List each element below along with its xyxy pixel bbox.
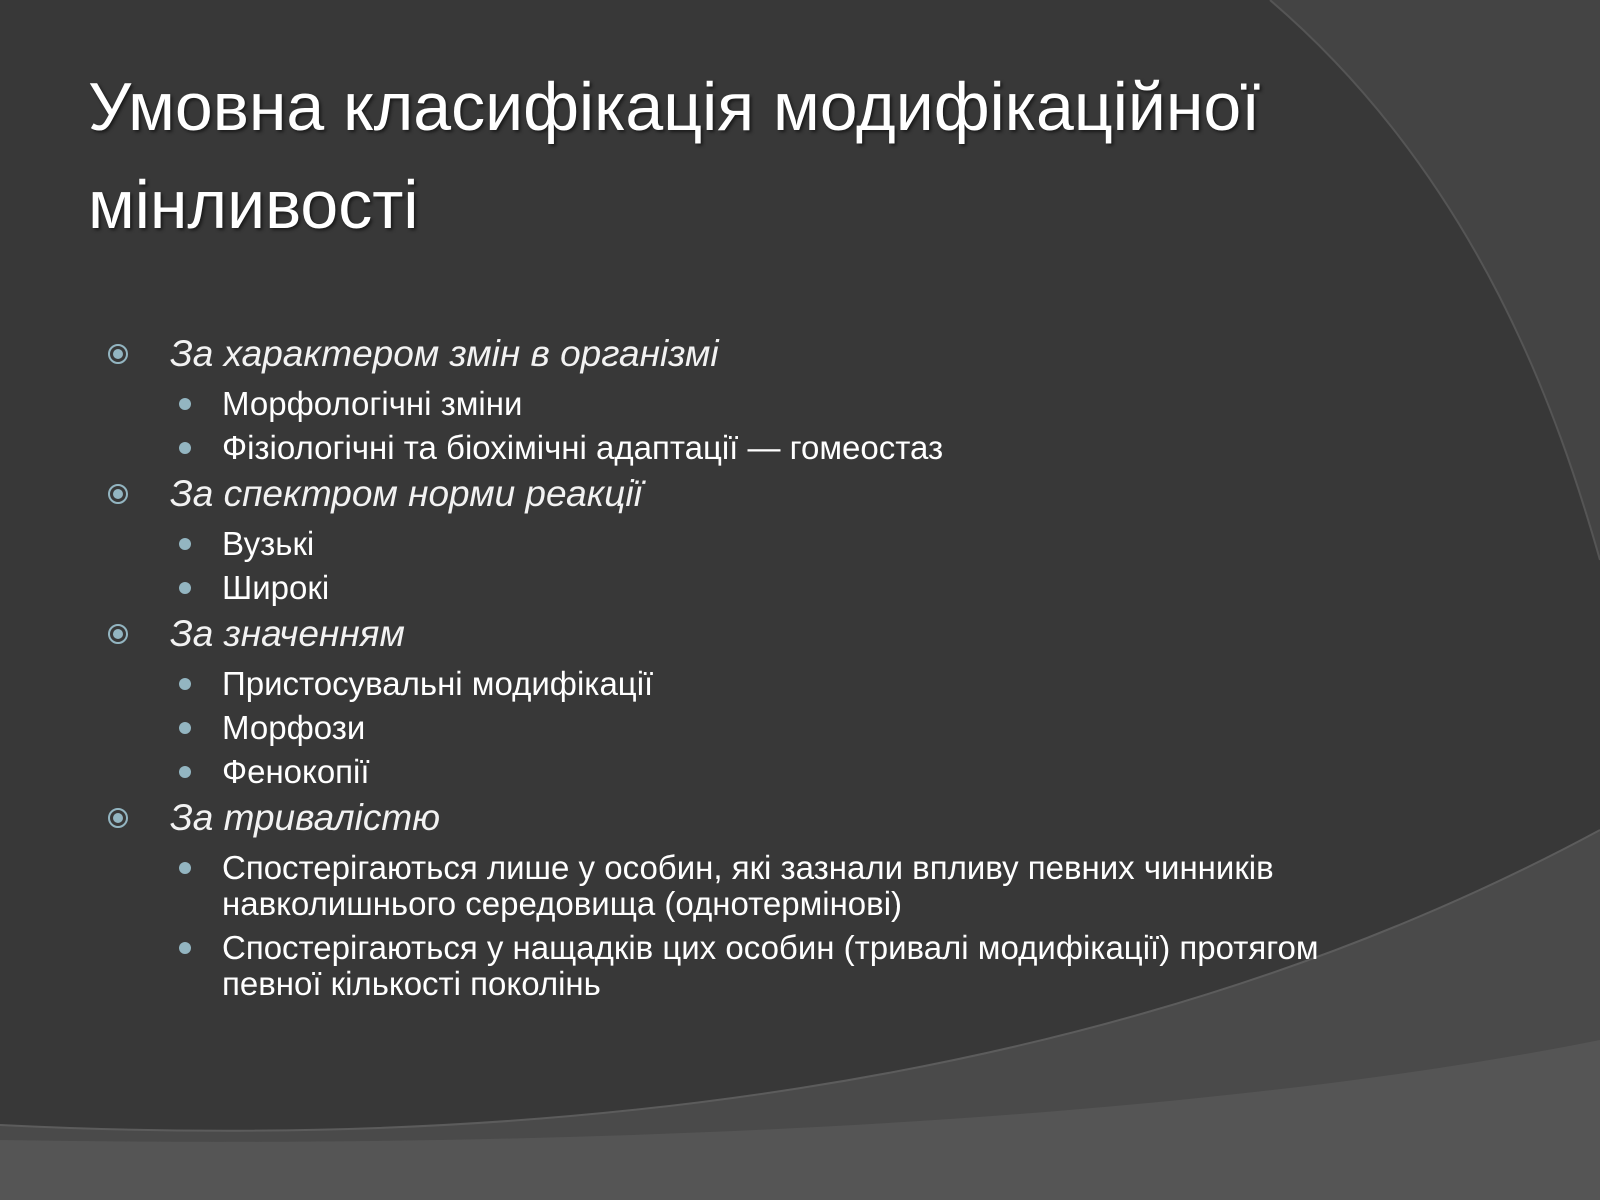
dot-bullet-icon bbox=[179, 722, 191, 734]
group-heading bbox=[0, 330, 1600, 378]
list-item bbox=[0, 526, 1600, 562]
dot-bullet-icon bbox=[179, 538, 191, 550]
circle-bullet-icon bbox=[107, 483, 129, 505]
bullet-group bbox=[0, 794, 1600, 1002]
list-item bbox=[0, 430, 1600, 466]
dot-bullet-icon bbox=[179, 678, 191, 690]
list-item-text: Фізіологічні та біохімічні адаптації — гомеостаз bbox=[222, 429, 944, 466]
list-item-text: Морфологічні зміни bbox=[222, 385, 523, 422]
list-item bbox=[0, 850, 1600, 922]
bullet-list bbox=[0, 330, 1600, 1006]
group-heading-text: За значенням bbox=[170, 613, 405, 654]
slide-title: Умовна класифікація модифікаційної мінливості bbox=[88, 69, 1261, 243]
circle-bullet-icon bbox=[107, 623, 129, 645]
dot-bullet-icon bbox=[179, 862, 191, 874]
dot-bullet-icon bbox=[179, 398, 191, 410]
list-item-text: Морфози bbox=[222, 709, 366, 746]
group-heading bbox=[0, 794, 1600, 842]
dot-bullet-icon bbox=[179, 942, 191, 954]
bullet-group bbox=[0, 470, 1600, 606]
circle-bullet-icon bbox=[107, 807, 129, 829]
group-heading-text: За спектром норми реакції bbox=[170, 473, 642, 514]
list-item bbox=[0, 570, 1600, 606]
list-item-text: Фенокопії bbox=[222, 753, 370, 790]
dot-bullet-icon bbox=[179, 442, 191, 454]
list-item bbox=[0, 386, 1600, 422]
list-item bbox=[0, 930, 1600, 1002]
bullet-group bbox=[0, 330, 1600, 466]
dot-bullet-icon bbox=[179, 766, 191, 778]
dot-bullet-icon bbox=[179, 582, 191, 594]
list-item-text: Спостерігаються у нащадків цих особин (тривалі модифікації) протягом певної кількості поколінь bbox=[222, 929, 1319, 1002]
list-item bbox=[0, 710, 1600, 746]
group-heading bbox=[0, 610, 1600, 658]
list-item-text: Вузькі bbox=[222, 525, 315, 562]
list-item bbox=[0, 666, 1600, 702]
list-item-text: Спостерігаються лише у особин, які зазнали впливу певних чинників навколишнього середовища (однотермінові) bbox=[222, 849, 1274, 922]
group-heading-text: За тривалістю bbox=[170, 797, 441, 838]
list-item-text: Широкі bbox=[222, 569, 330, 606]
list-item-text: Пристосувальні модифікації bbox=[222, 665, 654, 702]
group-heading-text: За характером змін в організмі bbox=[170, 333, 719, 374]
bullet-group bbox=[0, 610, 1600, 790]
circle-bullet-icon bbox=[107, 343, 129, 365]
group-heading bbox=[0, 470, 1600, 518]
list-item bbox=[0, 754, 1600, 790]
